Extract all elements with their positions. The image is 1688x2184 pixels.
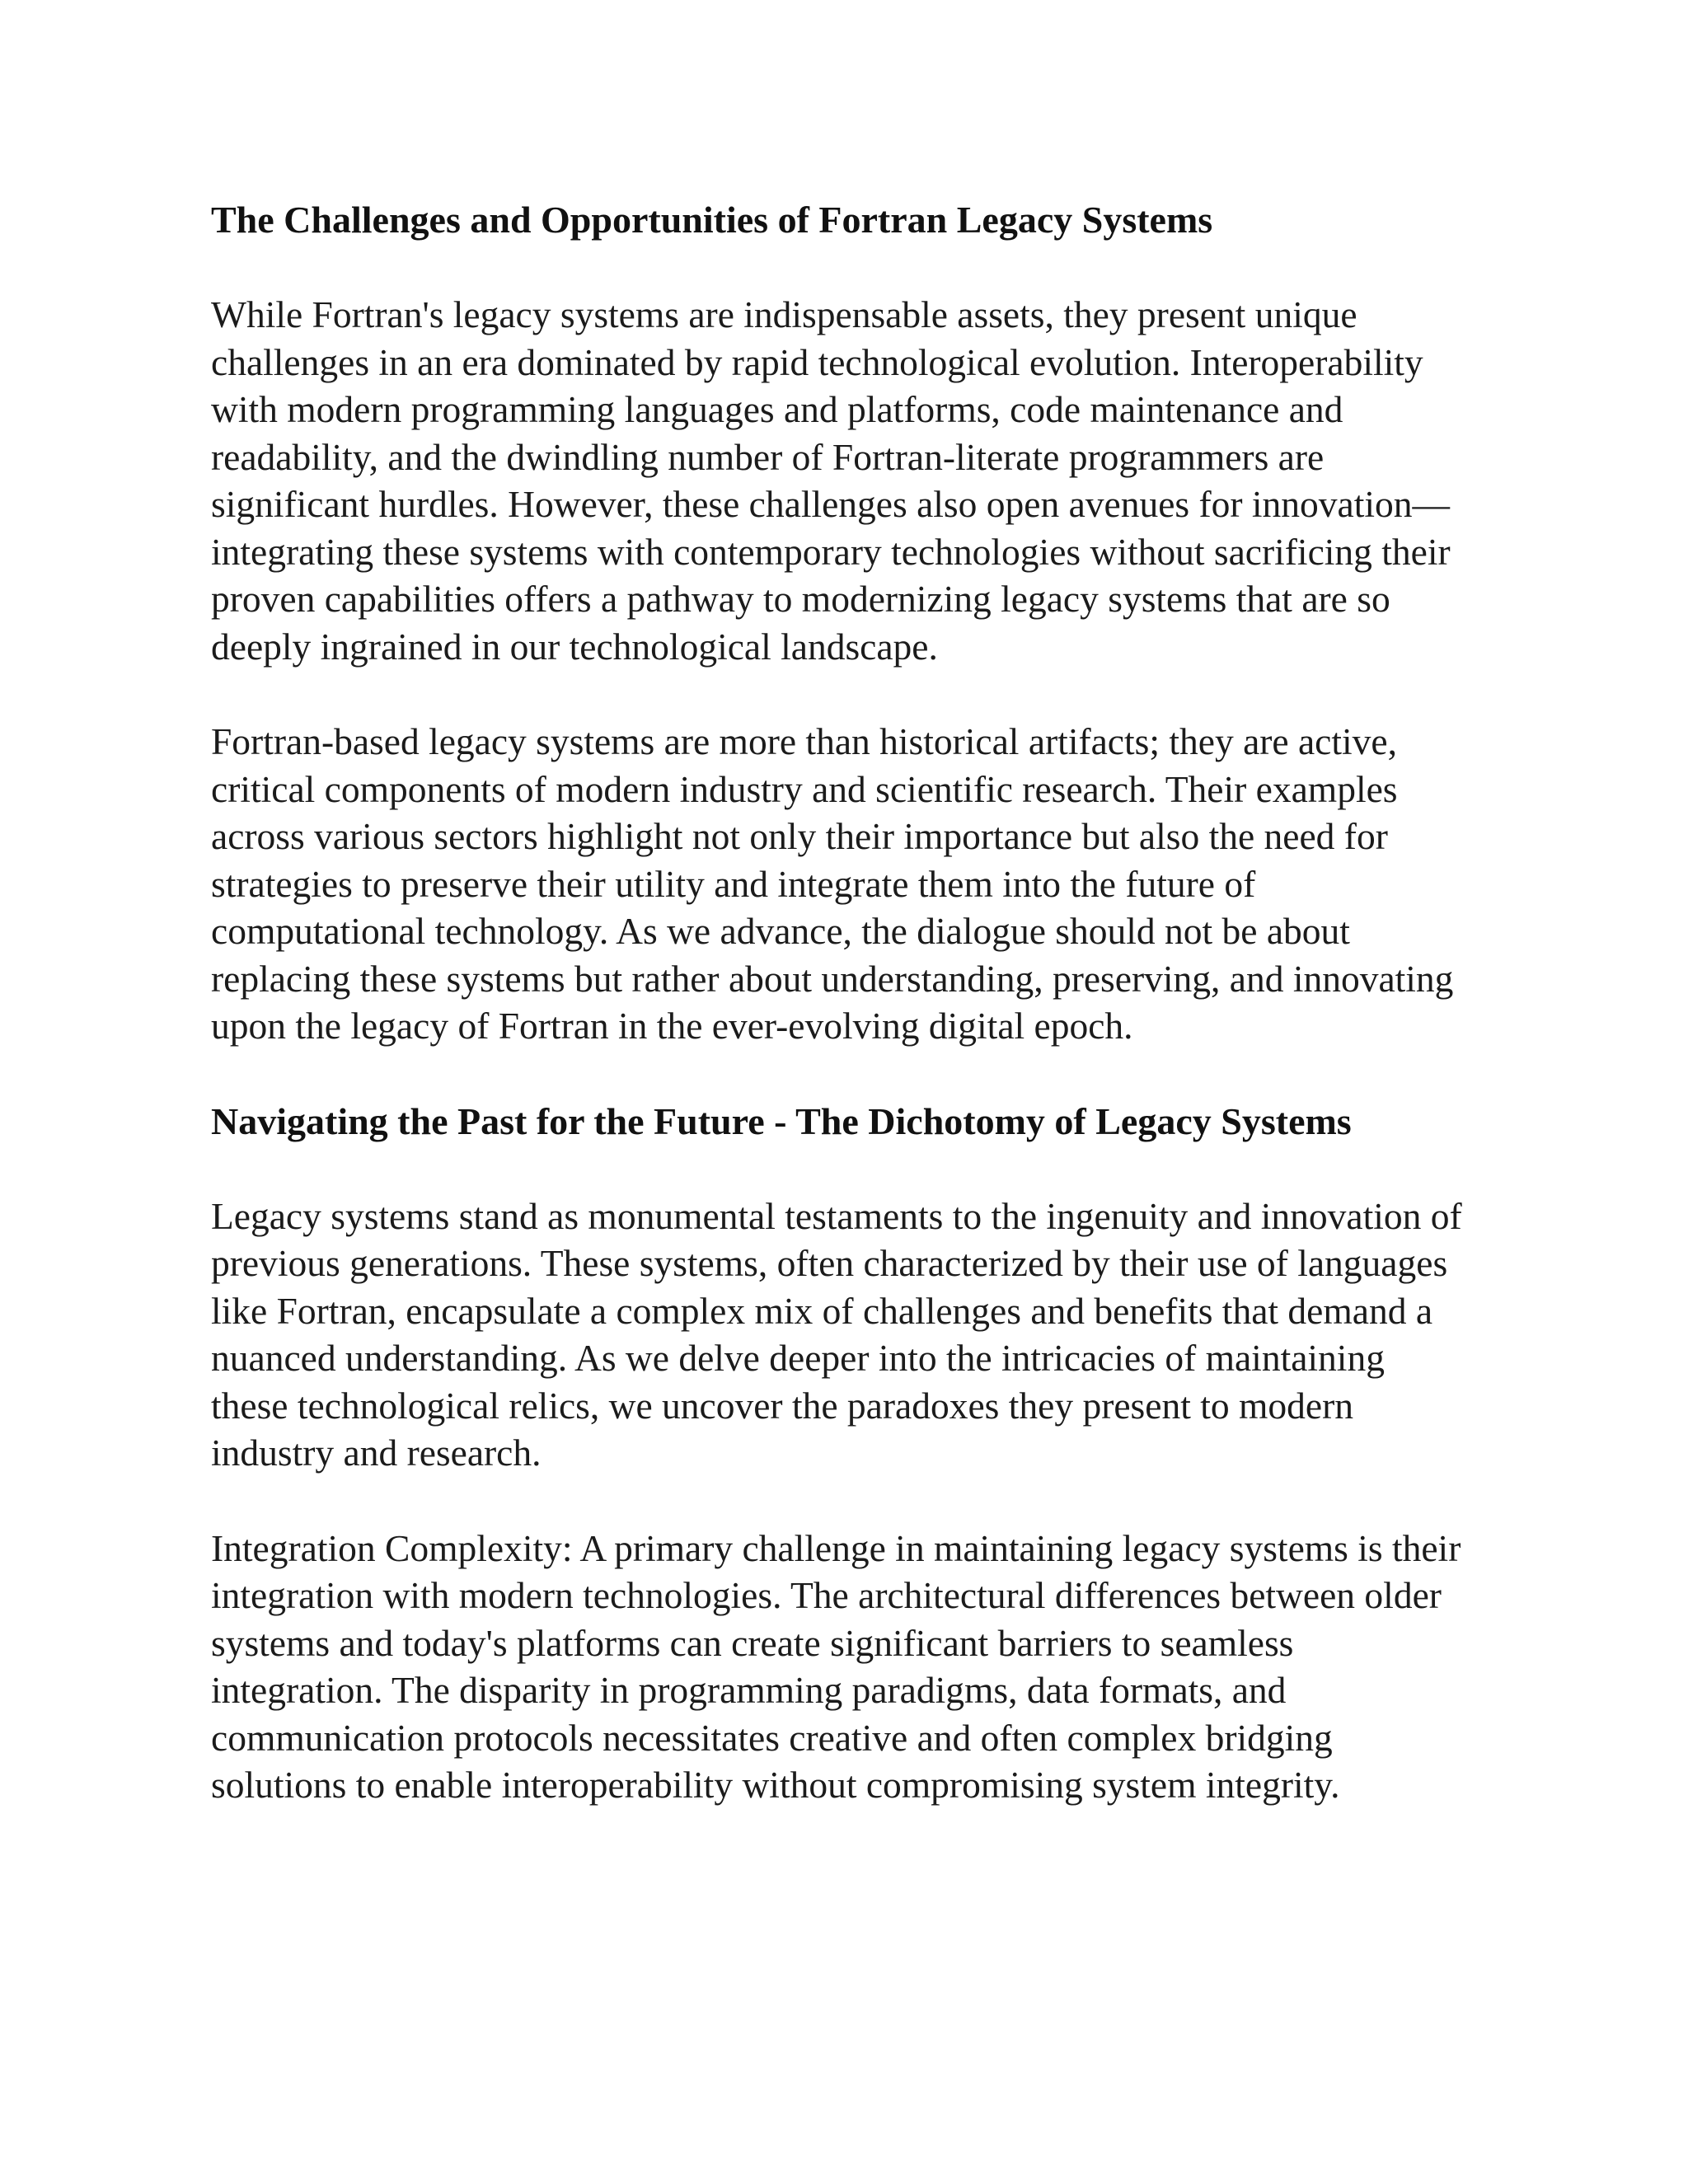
paragraph: Fortran-based legacy systems are more than historical artifacts; they are active, critical components of modern industry and scientific research. Their examples across various sectors highlight not only their importance but also the need for strategies to preserve their utility and integrate them into the future of computational technology. As we advance, the dialogue should not be about replacing these systems but rather about understanding, preserving, and innovating upon the legacy of Fortran in the ever-evolving digital epoch. — [211, 720, 1454, 1047]
paragraph: While Fortran's legacy systems are indispensable assets, they present unique challenges in an era dominated by rapid technological evolution. Interoperability with modern programming languages and platforms, code maintenance and readability, and the dwindling number of Fortran-literate programmers are significant hurdles. However, these challenges also open avenues for innovation—integrating these systems with contemporary technologies without sacrificing their proven capabilities offers a pathway to modernizing legacy systems that are so deeply ingrained in our technological landscape. — [211, 293, 1451, 668]
section-heading: The Challenges and Opportunities of Fortran Legacy Systems — [211, 199, 1213, 241]
paragraph: Legacy systems stand as monumental testaments to the ingenuity and innovation of previous generations. These systems, often characterized by their use of languages like Fortran, encapsulate a complex mix of challenges and benefits that demand a nuanced understanding. As we delve deeper into the intricacies of maintaining these technological relics, we uncover the paradoxes they present to modern industry and research. — [211, 1194, 1462, 1474]
section-heading: Navigating the Past for the Future - The Dichotomy of Legacy Systems — [211, 1099, 1352, 1142]
section-legacy-dichotomy — [211, 1098, 1467, 1809]
paragraph: Integration Complexity: A primary challenge in maintaining legacy systems is their integration with modern technologies. The architectural differences between older systems and today's platforms can create significant barriers to seamless integration. The disparity in programming paradigms, data formats, and communication protocols necessitates creative and often complex bridging solutions to enable interoperability without compromising system integrity. — [211, 1526, 1461, 1806]
section-fortran-challenges — [211, 196, 1467, 1050]
document-body — [211, 196, 1467, 1809]
